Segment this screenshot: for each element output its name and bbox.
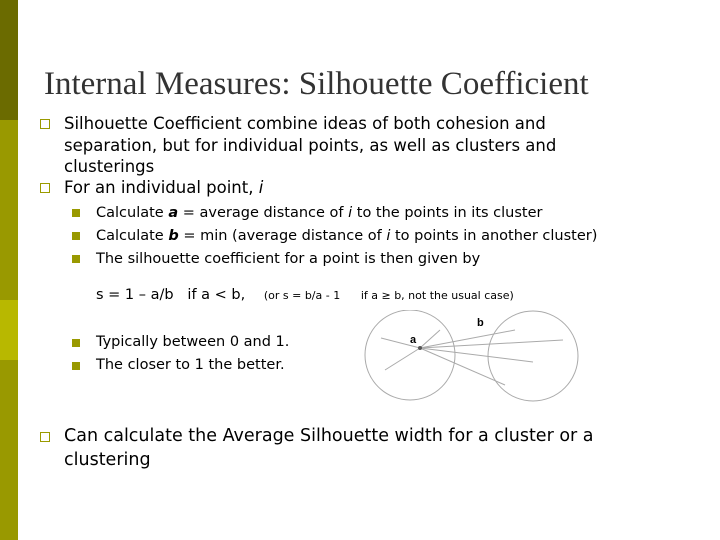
sub-bullet-text-range: Typically between 0 and 1. [96, 334, 290, 350]
point-b-label: b [477, 317, 484, 329]
silhouette-formula: s = 1 – a/b if a < b, (or s = b/a - 1 if a ≥ b, not the usual case) [96, 287, 514, 303]
bullet-text-individual-point: For an individual point, i [64, 178, 264, 197]
sub-bullet-icon [72, 232, 80, 240]
text-line: clusterings [64, 157, 155, 176]
distance-lines [381, 330, 563, 385]
sidebar-segment [0, 300, 18, 360]
sidebar-segment [0, 0, 18, 120]
sub-bullet-text-a: Calculate a = average distance of i to the points in its cluster [96, 205, 543, 221]
text-line: separation, but for individual points, as well as clusters and [64, 135, 557, 155]
bullet-square-icon [40, 119, 50, 129]
point-marker [418, 346, 422, 350]
sub-bullet-icon [72, 339, 80, 347]
text-line: Can calculate the Average Silhouette width for a cluster or a [64, 426, 594, 446]
bullet-text-cohesion [64, 113, 556, 178]
bullet-square-icon [40, 432, 50, 442]
sub-bullet-icon [72, 362, 80, 370]
sub-bullet-icon [72, 209, 80, 217]
sidebar-segment [0, 120, 18, 300]
text-line: clustering [64, 450, 151, 470]
sidebar-decoration [0, 0, 18, 540]
point-a-label: a [410, 334, 417, 346]
sub-bullet-text-b: Calculate b = min (average distance of i to points in another cluster) [96, 228, 598, 244]
text-line: Silhouette Coefficient combine ideas of both cohesion and [64, 114, 546, 133]
silhouette-diagram [355, 310, 610, 405]
own-cluster-circle [365, 310, 455, 400]
sidebar-segment [0, 360, 18, 540]
sub-bullet-text-closer: The closer to 1 the better. [96, 357, 285, 373]
sub-bullet-icon [72, 255, 80, 263]
sub-bullet-text-silhouette: The silhouette coefficient for a point is then given by [96, 251, 481, 267]
slide-title: Internal Measures: Silhouette Coefficient [44, 66, 589, 102]
bullet-square-icon [40, 183, 50, 193]
bullet-text-average-silhouette [64, 424, 594, 472]
other-cluster-circle [488, 311, 578, 401]
